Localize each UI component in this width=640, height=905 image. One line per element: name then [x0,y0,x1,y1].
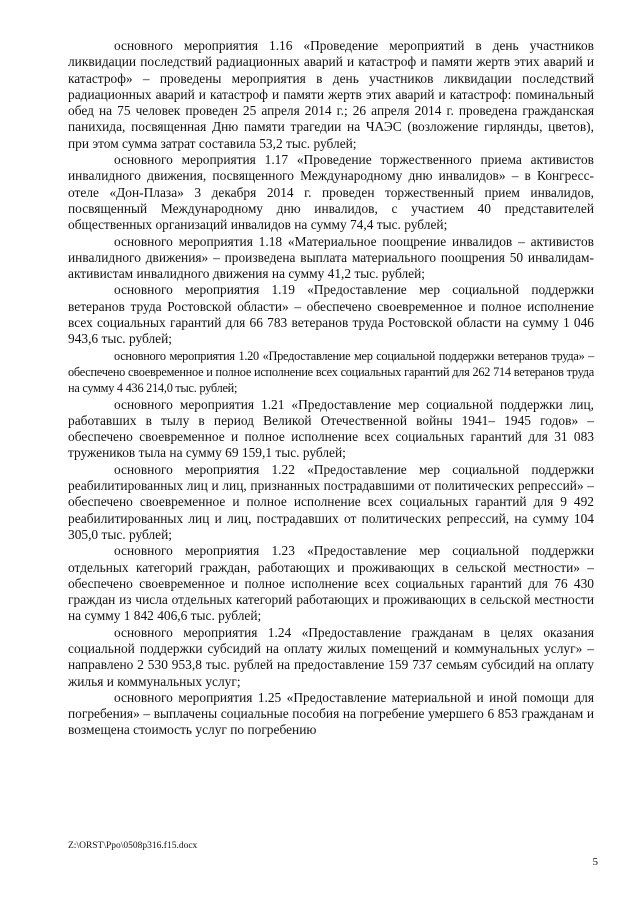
footer-file-path: Z:\ORST\Ppo\0508p316.f15.docx [68,841,198,851]
paragraph-event-1-18: основного мероприятия 1.18 «Материальное поощрение инвалидов – активистов инвалидного движения» – произведена выплата материального поощрения 50 инвалидам-активистам инвалидного движения на сумму 41,2 тыс. рублей; [68,233,594,282]
paragraph-event-1-19: основного мероприятия 1.19 «Предоставление мер социальной поддержки ветеранов труда Ростовской области» – обеспечено своевременное и полное исполнение всех социальных гарантий для 66 783 ветеранов труда Ростовской области на сумму 1 046 943,6 тыс. рублей; [68,282,594,347]
paragraph-event-1-17: основного мероприятия 1.17 «Проведение торжественного приема активистов инвалидного движения, посвященного Международному дню инвалидов» – в Конгресс-отеле «Дон-Плаза» 3 декабря 2014 г. проведен торжественный прием инвалидов, посвященный Международному дню инвалидов, с участием 40 представителей общественных организаций инвалидов на сумму 74,4 тыс. рублей; [68,152,594,233]
paragraph-event-1-25: основного мероприятия 1.25 «Предоставление материальной и иной помощи для погребения» – выплачены социальные пособия на погребение умершего 6 853 гражданам и возмещена стоимость услуг по погребению [68,689,594,738]
paragraph-event-1-16: основного мероприятия 1.16 «Проведение мероприятий в день участников ликвидации последствий радиационных аварий и катастроф и памяти жертв этих аварий и катастроф» – проведены мероприятия в день участников ликвидации последствий радиационных аварий и катастроф и памяти жертв этих аварий и катастроф: поминальный обед на 75 человек проведен 25 апреля 2014 г.; 26 апреля 2014 г. проведена гражданская панихида, посвященная Дню памяти трагедии на ЧАЭС (возложение гирлянды, цветов), при этом сумма затрат составила 53,2 тыс. рублей; [68,38,594,151]
paragraph-event-1-24: основного мероприятия 1.24 «Предоставление гражданам в целях оказания социальной поддержки субсидий на оплату жилых помещений и коммунальных услуг» – направлено 2 530 953,8 тыс. рублей на предоставление 159 737 семьям субсидий на оплату жилья и коммунальных услуг; [68,624,594,689]
paragraph-event-1-20: основного мероприятия 1.20 «Предоставление мер социальной поддержки ветеранов труда» – обеспечено своевременное и полное исполнение всех социальных гарантий для 262 714 ветеранов труда на сумму 4 436 214,0 тыс. рублей; [68,348,594,396]
page-number: 5 [592,856,598,868]
document-body [68,38,594,739]
paragraph-event-1-23: основного мероприятия 1.23 «Предоставление мер социальной поддержки отдельных категорий граждан, работающих и проживающих в сельской местности» – обеспечено своевременное и полное исполнение всех социальных гарантий для 76 430 граждан из числа отдельных категорий работающих и проживающих в сельской местности на сумму 1 842 406,6 тыс. рублей; [68,543,594,624]
paragraph-event-1-22: основного мероприятия 1.22 «Предоставление мер социальной поддержки реабилитированных лиц и лиц, признанных пострадавшими от политических репрессий» – обеспечено своевременное и полное исполнение всех социальных гарантий для 9 492 реабилитированных лиц и лиц, пострадавших от политических репрессий, на сумму 104 305,0 тыс. рублей; [68,461,594,542]
paragraph-event-1-21: основного мероприятия 1.21 «Предоставление мер социальной поддержки лиц, работавших в тылу в период Великой Отечественной войны 1941– 1945 годов» – обеспечено своевременное и полное исполнение всех социальных гарантий для 31 083 тружеников тыла на сумму 69 159,1 тыс. рублей; [68,396,594,461]
